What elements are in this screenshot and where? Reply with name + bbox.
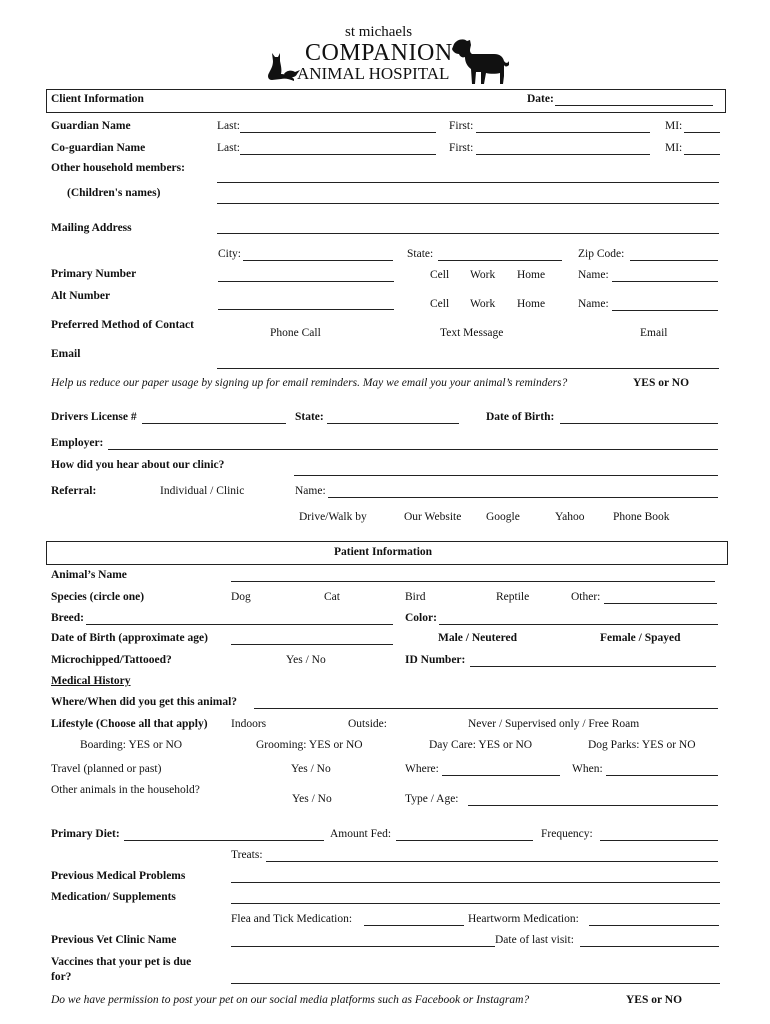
household-members-field-2[interactable] (217, 203, 719, 204)
state-label: State: (407, 248, 434, 260)
heartworm-label: Heartworm Medication: (468, 913, 579, 925)
guardian-mi-label: MI: (665, 120, 683, 132)
animal-name-label: Animal’s Name (51, 569, 127, 581)
guardian-last-field[interactable] (240, 132, 436, 133)
coguardian-first-label: First: (449, 142, 474, 154)
email-label: Email (51, 348, 81, 360)
license-state-label: State: (295, 411, 324, 423)
preferred-contact-label: Preferred Method of Contact (51, 319, 194, 331)
drivers-license-field[interactable] (142, 423, 286, 424)
drivers-license-label: Drivers License # (51, 411, 137, 423)
boarding-option[interactable]: Boarding: YES or NO (80, 739, 183, 751)
coguardian-mi-field[interactable] (684, 154, 720, 155)
coguardian-last-field[interactable] (240, 154, 436, 155)
grooming-option[interactable]: Grooming: YES or NO (256, 739, 363, 751)
flea-tick-field[interactable] (364, 925, 464, 926)
id-number-label: ID Number: (405, 654, 466, 666)
species-dog-option[interactable]: Dog (231, 591, 251, 603)
flea-tick-label: Flea and Tick Medication: (231, 913, 353, 925)
email-field[interactable] (217, 368, 719, 369)
species-reptile-option[interactable]: Reptile (496, 591, 530, 603)
travel-when-field[interactable] (606, 775, 718, 776)
guardian-name-label: Guardian Name (51, 120, 131, 132)
logo-line-3: ANIMAL HOSPITAL (297, 64, 450, 83)
primary-number-label: Primary Number (51, 268, 137, 280)
where-when-label: Where/When did you get this animal? (51, 696, 238, 708)
employer-label: Employer: (51, 437, 104, 449)
contact-phone-call-option[interactable]: Phone Call (270, 327, 321, 339)
contact-text-message-option[interactable]: Text Message (440, 327, 504, 339)
guardian-mi-field[interactable] (684, 132, 720, 133)
zip-code-field[interactable] (630, 260, 718, 261)
species-label: Species (circle one) (51, 591, 145, 603)
guardian-first-field[interactable] (476, 132, 650, 133)
hear-about-label: How did you hear about our clinic? (51, 459, 225, 471)
source-phone-book-option[interactable]: Phone Book (613, 511, 670, 523)
alt-number-field[interactable] (218, 309, 394, 310)
medication-label: Medication/ Supplements (51, 891, 176, 903)
zip-code-label: Zip Code: (578, 248, 625, 260)
frequency-label: Frequency: (541, 828, 593, 840)
treats-label: Treats: (231, 849, 263, 861)
other-animals-yes-no[interactable]: Yes / No (292, 793, 332, 805)
vaccines-label-line-2: for? (51, 971, 72, 983)
dog-parks-option[interactable]: Dog Parks: YES or NO (588, 739, 696, 751)
female-spayed-option[interactable]: Female / Spayed (600, 632, 681, 644)
household-members-field-1[interactable] (217, 182, 719, 183)
primary-home-option[interactable]: Home (517, 269, 546, 281)
day-care-option[interactable]: Day Care: YES or NO (429, 739, 533, 751)
primary-name-field[interactable] (612, 281, 718, 282)
species-other-label: Other: (571, 591, 601, 603)
employer-field[interactable] (108, 449, 718, 450)
guardian-last-label: Last: (217, 120, 240, 132)
type-age-label: Type / Age: (405, 793, 459, 805)
primary-diet-label: Primary Diet: (51, 828, 120, 840)
id-number-field[interactable] (470, 666, 716, 667)
primary-diet-field[interactable] (124, 840, 324, 841)
travel-yes-no[interactable]: Yes / No (291, 763, 331, 775)
email-reminder-question: Help us reduce our paper usage by signing up for email reminders. May we email you your animal’s reminders? (51, 377, 568, 389)
vaccines-field[interactable] (231, 983, 720, 984)
vaccines-label-line-1: Vaccines that your pet is due (51, 956, 192, 968)
date-last-visit-label: Date of last visit: (495, 934, 574, 946)
contact-email-option[interactable]: Email (640, 327, 668, 339)
bird-silhouette-icon (283, 66, 301, 80)
client-dob-field[interactable] (560, 423, 718, 424)
coguardian-name-label: Co-guardian Name (51, 142, 146, 154)
client-dob-label: Date of Birth: (486, 411, 555, 423)
species-other-field[interactable] (604, 603, 717, 604)
lifestyle-label: Lifestyle (Choose all that apply) (51, 718, 208, 730)
prev-medical-field[interactable] (231, 882, 720, 883)
client-section-title: Client Information (51, 93, 144, 105)
amount-fed-label: Amount Fed: (330, 828, 392, 840)
logo-line-2: COMPANION (305, 40, 453, 66)
coguardian-last-label: Last: (217, 142, 240, 154)
male-neutered-option[interactable]: Male / Neutered (438, 632, 517, 644)
prev-vet-field[interactable] (231, 946, 495, 947)
microchipped-label: Microchipped/Tattooed? (51, 654, 172, 666)
source-drive-walk-option[interactable]: Drive/Walk by (299, 511, 367, 523)
heartworm-field[interactable] (589, 925, 719, 926)
breed-label: Breed: (51, 612, 85, 624)
where-when-field[interactable] (254, 708, 718, 709)
alt-home-option[interactable]: Home (517, 298, 546, 310)
travel-label: Travel (planned or past) (51, 763, 162, 775)
alt-name-field[interactable] (612, 310, 718, 311)
microchipped-yes-no[interactable]: Yes / No (286, 654, 326, 666)
city-label: City: (218, 248, 242, 260)
amount-fed-field[interactable] (396, 840, 533, 841)
prev-vet-label: Previous Vet Clinic Name (51, 934, 177, 946)
lifestyle-outside-label: Outside: (348, 718, 387, 730)
primary-number-field[interactable] (218, 281, 394, 282)
primary-name-label: Name: (578, 269, 609, 281)
travel-where-label: Where: (405, 763, 439, 775)
other-animals-label: Other animals in the household? (51, 784, 200, 796)
patient-dob-field[interactable] (231, 644, 393, 645)
source-website-option[interactable]: Our Website (404, 511, 462, 523)
social-media-question: Do we have permission to post your pet on our social media platforms such as Facebook or Instagram? (51, 994, 530, 1006)
childrens-names-label: (Children's names) (67, 187, 161, 199)
patient-section-title: Patient Information (334, 546, 433, 558)
species-cat-option[interactable]: Cat (324, 591, 340, 603)
referral-label: Referral: (51, 485, 97, 497)
alt-cell-option[interactable]: Cell (430, 298, 450, 310)
lifestyle-outside-options[interactable]: Never / Supervised only / Free Roam (468, 718, 640, 730)
lifestyle-indoors-option[interactable]: Indoors (231, 718, 267, 730)
medication-field[interactable] (231, 903, 720, 904)
color-field[interactable] (439, 624, 718, 625)
species-bird-option[interactable]: Bird (405, 591, 426, 603)
email-reminder-yes-no[interactable]: YES or NO (633, 377, 690, 389)
mailing-address-field[interactable] (217, 233, 719, 234)
date-field[interactable] (555, 105, 713, 106)
prev-medical-label: Previous Medical Problems (51, 870, 186, 882)
date-label: Date: (527, 93, 554, 105)
alt-number-label: Alt Number (51, 290, 111, 302)
referral-individual-clinic-option[interactable]: Individual / Clinic (160, 485, 245, 497)
referral-name-label: Name: (295, 485, 326, 497)
travel-when-label: When: (572, 763, 603, 775)
coguardian-first-field[interactable] (476, 154, 650, 155)
license-state-field[interactable] (327, 423, 459, 424)
city-field[interactable] (243, 260, 393, 261)
primary-work-option[interactable]: Work (470, 269, 496, 281)
guardian-first-label: First: (449, 120, 474, 132)
source-yahoo-option[interactable]: Yahoo (555, 511, 585, 523)
travel-where-field[interactable] (442, 775, 560, 776)
frequency-field[interactable] (600, 840, 718, 841)
logo-line-1: st michaels (345, 24, 413, 40)
client-info-header-box (46, 89, 726, 113)
hear-about-field[interactable] (294, 475, 718, 476)
primary-cell-option[interactable]: Cell (430, 269, 450, 281)
alt-work-option[interactable]: Work (470, 298, 496, 310)
source-google-option[interactable]: Google (486, 511, 520, 523)
treats-field[interactable] (266, 861, 718, 862)
referral-name-field[interactable] (328, 497, 718, 498)
date-last-visit-field[interactable] (580, 946, 719, 947)
type-age-field[interactable] (468, 805, 718, 806)
alt-name-label: Name: (578, 298, 609, 310)
coguardian-mi-label: MI: (665, 142, 683, 154)
social-media-yes-no[interactable]: YES or NO (626, 994, 683, 1006)
color-label: Color: (405, 612, 437, 624)
household-members-label: Other household members: (51, 162, 185, 174)
state-field[interactable] (438, 260, 562, 261)
breed-field[interactable] (86, 624, 393, 625)
dog-silhouette-icon (448, 36, 510, 86)
patient-dob-label: Date of Birth (approximate age) (51, 632, 208, 644)
mailing-address-label: Mailing Address (51, 222, 132, 234)
medical-history-heading: Medical History (51, 675, 131, 687)
animal-name-field[interactable] (231, 581, 715, 582)
